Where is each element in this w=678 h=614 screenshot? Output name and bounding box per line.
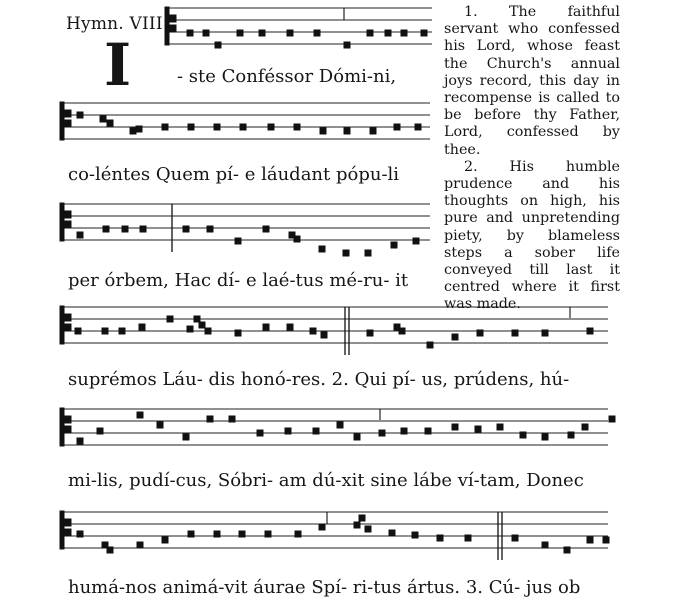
- neume: [137, 542, 144, 549]
- neume: [412, 532, 419, 539]
- neume: [136, 126, 143, 133]
- clef-mark: [65, 110, 71, 117]
- neume: [344, 128, 351, 135]
- neume: [187, 326, 194, 333]
- clef-mark: [65, 529, 71, 536]
- neume: [103, 226, 110, 233]
- neume: [77, 232, 84, 239]
- neume: [568, 432, 575, 439]
- neume: [389, 530, 396, 537]
- neume: [370, 128, 377, 135]
- clef-mark: [65, 426, 71, 433]
- neume: [582, 424, 589, 431]
- neume: [119, 328, 126, 335]
- neume: [415, 124, 422, 131]
- neume: [337, 422, 344, 429]
- neume: [122, 226, 129, 233]
- neume: [97, 428, 104, 435]
- clef-mark: [65, 324, 71, 331]
- neume: [183, 434, 190, 441]
- neume: [77, 531, 84, 538]
- neume: [542, 434, 549, 441]
- clef-mark: [165, 7, 169, 45]
- neume: [257, 430, 264, 437]
- neume: [268, 124, 275, 131]
- english-translation: [444, 4, 620, 314]
- neume: [237, 30, 244, 37]
- neume: [367, 330, 374, 337]
- neume: [343, 250, 350, 257]
- translation-verse-1: 1. The faithful servant who confessed his Lord, whose feast the Church's annual joys record, this day in recompense is called to be before thy Father, Lord, confessed by thee.: [444, 4, 620, 158]
- lyric-line-1: - ste Conféssor Dómi-ni,: [177, 66, 397, 87]
- neume: [203, 30, 210, 37]
- neume: [240, 124, 247, 131]
- clef-mark: [170, 15, 176, 22]
- neume: [214, 531, 221, 538]
- clef-mark: [170, 25, 176, 32]
- neume: [394, 124, 401, 131]
- neume: [100, 116, 107, 123]
- lyric-line-4: suprémos Láu- dis honó-res. 2. Qui pí- us, prúdens, hú-: [68, 369, 570, 390]
- neume: [314, 30, 321, 37]
- neume: [512, 330, 519, 337]
- neume: [139, 324, 146, 331]
- clef-mark: [65, 211, 71, 218]
- clef-mark: [60, 102, 64, 140]
- neume: [319, 246, 326, 253]
- neume: [399, 328, 406, 335]
- neume: [587, 328, 594, 335]
- neume: [295, 531, 302, 538]
- neume: [188, 124, 195, 131]
- neume: [199, 322, 206, 329]
- neume: [130, 128, 137, 135]
- neume: [187, 30, 194, 37]
- neume: [194, 316, 201, 323]
- lyric-line-2: co-léntes Quem pí- e láudant pópu-li: [68, 164, 400, 185]
- hymn-number: Hymn. VIII: [66, 14, 163, 34]
- translation-verse-2: 2. His humble prudence and his thoughts on high, his pure and unpretending piety, by blameless steps a sober life conveyed till last it centred where it first was made.: [444, 158, 620, 313]
- neume: [235, 238, 242, 245]
- neume: [205, 328, 212, 335]
- neume: [497, 424, 504, 431]
- neume: [75, 328, 82, 335]
- neume: [140, 226, 147, 233]
- clef-mark: [60, 511, 64, 549]
- neume: [207, 226, 214, 233]
- neume: [413, 238, 420, 245]
- lyric-line-3: per órbem, Hac dí- e laé-tus mé-ru- it: [68, 270, 409, 291]
- neume: [542, 330, 549, 337]
- neume: [421, 30, 428, 37]
- neume: [107, 547, 114, 554]
- neume: [215, 42, 222, 49]
- neume: [265, 531, 272, 538]
- neume: [477, 330, 484, 337]
- neume: [365, 250, 372, 257]
- neume: [162, 537, 169, 544]
- neume: [603, 537, 610, 544]
- neume: [425, 428, 432, 435]
- neume: [310, 328, 317, 335]
- neume: [313, 428, 320, 435]
- lyric-line-6: humá-nos animá-vit áurae Spí- ri-tus ártus. 3. Cú- jus ob: [68, 577, 581, 598]
- neume: [520, 432, 527, 439]
- neume: [137, 412, 144, 419]
- neume: [437, 535, 444, 542]
- neume: [263, 226, 270, 233]
- neume: [294, 236, 301, 243]
- neume: [401, 30, 408, 37]
- neume: [285, 428, 292, 435]
- neume: [102, 328, 109, 335]
- neume: [401, 428, 408, 435]
- neume: [609, 416, 616, 423]
- neume: [319, 524, 326, 531]
- neume: [321, 332, 328, 339]
- neume: [294, 124, 301, 131]
- neume: [379, 430, 386, 437]
- neume: [287, 30, 294, 37]
- neume: [354, 522, 361, 529]
- neume: [385, 30, 392, 37]
- clef-mark: [65, 120, 71, 127]
- neume: [229, 416, 236, 423]
- neume: [587, 537, 594, 544]
- clef-mark: [60, 408, 64, 446]
- neume: [354, 434, 361, 441]
- neume: [564, 547, 571, 554]
- neume: [287, 324, 294, 331]
- neume: [391, 242, 398, 249]
- neume: [167, 316, 174, 323]
- neume: [188, 531, 195, 538]
- neume: [162, 124, 169, 131]
- neume: [365, 526, 372, 533]
- neume: [77, 438, 84, 445]
- neume: [452, 334, 459, 341]
- clef-mark: [65, 416, 71, 423]
- neume: [475, 426, 482, 433]
- neume: [214, 124, 221, 131]
- neume: [367, 30, 374, 37]
- clef-mark: [60, 306, 64, 344]
- neume: [77, 112, 84, 119]
- clef-mark: [65, 221, 71, 228]
- neume: [452, 424, 459, 431]
- neume: [207, 416, 214, 423]
- initial-letter: I: [104, 31, 132, 99]
- lyric-line-5: mi-lis, pudí-cus, Sóbri- am dú-xit sine lábe ví-tam, Donec: [68, 470, 584, 491]
- neume: [542, 542, 549, 549]
- clef-mark: [65, 314, 71, 321]
- neume: [465, 535, 472, 542]
- neume: [427, 342, 434, 349]
- neume: [239, 531, 246, 538]
- clef-mark: [65, 519, 71, 526]
- neume: [263, 324, 270, 331]
- neume: [512, 535, 519, 542]
- neume: [259, 30, 266, 37]
- neume: [183, 226, 190, 233]
- neume: [359, 515, 366, 522]
- neume: [235, 330, 242, 337]
- neume: [344, 42, 351, 49]
- neume: [157, 422, 164, 429]
- neume: [107, 120, 114, 127]
- neume: [320, 128, 327, 135]
- clef-mark: [60, 203, 64, 241]
